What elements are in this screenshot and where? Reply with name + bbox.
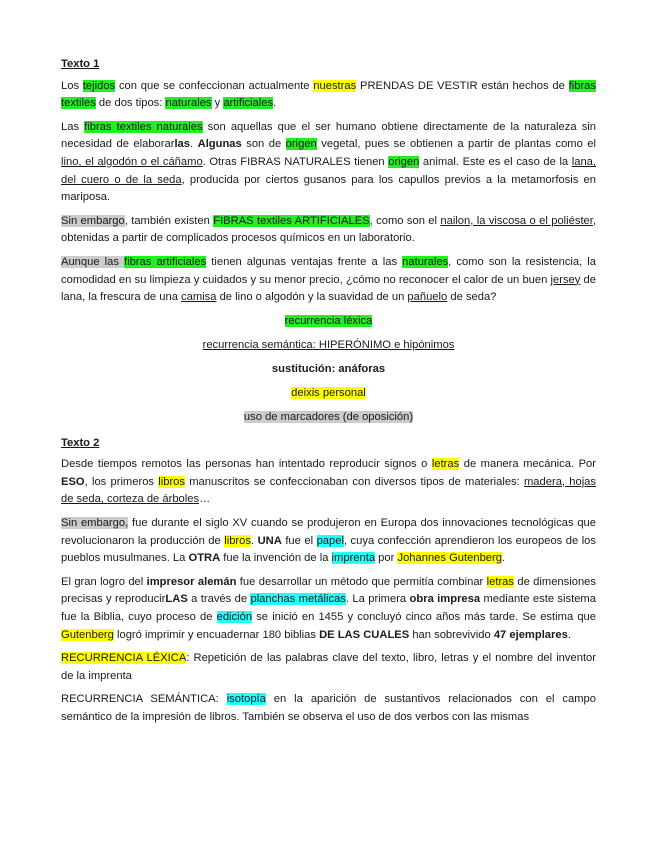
text-run: fue el [281,534,317,547]
text-run: . [501,552,506,565]
legend-marcadores [61,409,596,427]
legend-sustitucion [61,361,596,379]
text-run: de dos tipos: [95,97,166,110]
highlight-gray: Sin embargo [61,214,125,227]
highlight-green: origen [388,155,420,168]
highlight-cyan: imprenta [331,552,376,565]
bold-anaphora: impresor alemán [146,575,237,588]
text-run: , como son el [369,214,441,227]
text-run: de seda? [447,291,497,304]
texto2-title: Texto 2 [61,436,100,449]
highlight-gray: Aunque las [61,255,125,268]
bold-anaphora: LAS [165,593,188,606]
texto1-title: Texto 1 [61,58,100,70]
highlight-yellow: nuestras [313,79,357,92]
legend-label: sustitución: anáforas [271,362,386,375]
bold-anaphora: las [174,138,191,151]
text-run: son de [241,138,286,151]
highlight-green: origen [285,138,317,151]
text-run: . Otras FIBRAS NATURALES tienen [202,155,389,168]
text-run: . [250,534,258,547]
texto1-paragraph-1 [61,78,596,113]
text-run: a través de [187,593,251,606]
highlight-yellow: letras [486,575,514,588]
underlined-hyponym: camisa [181,291,217,304]
text-run: fue durante el siglo XV cuando se produjeron en Europa dos innovaciones tecnológicas que revolucionaron la producción de [61,517,596,547]
underlined-hyponym: pañuelo [407,291,448,304]
text-run: fue desarrollar un método que permitía combinar [236,575,487,588]
texto1-paragraph-2 [61,119,596,207]
highlight-yellow: RECURRENCIA LÉXICA [61,652,187,665]
text-run: Las [61,120,85,133]
bold-anaphora: UNA [257,534,282,547]
highlight-green: FIBRAS textiles ARTIFICIALES [213,214,370,227]
highlight-yellow: libros [224,534,251,547]
text-run: : Repetición de las palabras clave del texto, libro, letras y el nombre del inventor de la imprenta [61,652,596,682]
highlight-yellow: libros [158,475,185,488]
text-run: son aquellas que el ser humano obtiene directamente de la naturaleza sin necesidad de elaborar [61,120,596,151]
legend-recurrencia-lexica [61,313,596,331]
highlight-yellow: Johannes Gutenberg [397,552,502,565]
text-run: con que se confeccionan actualmente [115,79,314,92]
legend-deixis [61,385,596,403]
texto2-paragraph-2 [61,515,596,568]
highlight-cyan: isotopía [226,693,266,706]
highlight-cyan: papel [316,534,344,547]
highlight-green: artificiales [223,97,274,110]
legend-label: recurrencia semántica: HIPERÓNIMO e hipónimos [202,338,455,351]
highlight-cyan: planchas metálicas [250,593,346,606]
underlined-hyponym: lana, del cuero o de la seda [61,155,596,186]
bold-anaphora: obra impresa [409,593,481,606]
highlight-green: fibras artificiales [124,255,207,268]
text-run: y [211,97,224,110]
text-run: de manera mecánica. Por [459,458,596,471]
text-run: logró imprimir y encuadernar 180 biblias [113,628,320,641]
bold-anaphora: ESO [61,475,85,488]
text-run: Desde tiempos remotos las personas han intentado reproducir signos o [61,458,432,471]
text-run: … [199,493,211,506]
text-run: , producida por ciertos gusanos para los capullos previos a la metamorfosis en mariposa. [61,173,597,204]
text-run: , los primeros [84,475,159,488]
document-page [61,56,596,733]
underlined-hyponym: jersey [550,273,581,286]
text-run: mediante este sistema fue la Biblia, cuyo proceso de [61,593,596,624]
text-run: fue la invención de la [220,552,332,565]
text-run: por [375,552,398,565]
bold-anaphora: 47 ejemplares [493,628,568,641]
texto2-paragraph-4 [61,650,596,685]
text-run: RECURRENCIA SEMÁNTICA: [61,693,227,706]
legend-label: recurrencia léxica [284,314,373,327]
highlight-cyan: edición [216,611,253,624]
text-run: , también existen [124,214,214,227]
text-run: han sobrevivido [409,628,494,641]
texto2-paragraph-5 [61,691,596,726]
text-run: PRENDAS DE VESTIR están hechos de [356,79,569,92]
highlight-green: naturales [402,255,449,268]
highlight-green: tejidos [82,79,116,92]
underlined-hyponym: lino, el algodón o el cáñamo [61,155,203,168]
highlight-yellow: Gutenberg [61,628,114,641]
highlight-gray: Sin embargo, [61,517,129,530]
text-run: animal. Este es el caso de la [419,155,572,168]
underlined-hyponym: nailon, la viscosa o el poliéster [440,214,593,227]
text-run: de lana, la frescura de una [61,273,596,304]
legend-label: deixis personal [291,387,366,399]
texto2-paragraph-3 [61,574,596,644]
texto1-paragraph-3 [61,213,596,248]
text-run: en la aparición de sustantivos relacionados con el campo semántico de la impresión de libros. También se observa el uso de dos verbos con las mismas [61,693,596,723]
bold-anaphora: DE LAS CUALES [319,628,410,641]
text-run: vegetal, pues se obtienen a partir de plantas como el [316,138,597,151]
text-run: de dimensiones precisas y reproducir [61,575,596,606]
texto1-paragraph-4 [61,254,596,307]
text-run: . [273,97,277,110]
highlight-yellow: letras [431,458,460,471]
text-run: El gran logro del [61,575,147,588]
text-run: . La primera [345,593,410,606]
bold-anaphora: Algunas [197,138,242,151]
text-run: Los [61,79,83,92]
text-run: . [567,628,571,641]
highlight-green: naturales [165,97,212,110]
text-run: , obtenidas a partir de complicados procesos químicos en un laboratorio. [61,214,596,245]
highlight-green: fibras textiles [61,79,596,110]
texto2-paragraph-1 [61,456,596,509]
text-run: de lino o algodón y la suavidad de un [216,291,408,304]
text-run: , cuya confección aprendieron los europeos de los pueblos musulmanes. La [61,534,596,565]
text-run: tienen algunas ventajas frente a las [206,255,403,268]
text-run: manuscritos se confeccionaban con diversos tipos de materiales: [184,475,524,488]
text-run: se inició en 1455 y concluyó cinco años más tarde. Se estima que [252,611,596,624]
highlight-green: fibras textiles naturales [84,120,203,133]
legend-label: uso de marcadores (de oposición) [243,411,414,424]
text-run: . [190,138,198,151]
text-run: , como son la resistencia, la comodidad en su limpieza y cuidados y su menor precio, ¿cómo no reconocer el calor de un buen [61,255,597,286]
legend-recurrencia-semantica [61,337,596,355]
underlined-hyponym: madera, hojas de seda, corteza de árboles [61,475,596,506]
bold-anaphora: OTRA [188,552,221,565]
